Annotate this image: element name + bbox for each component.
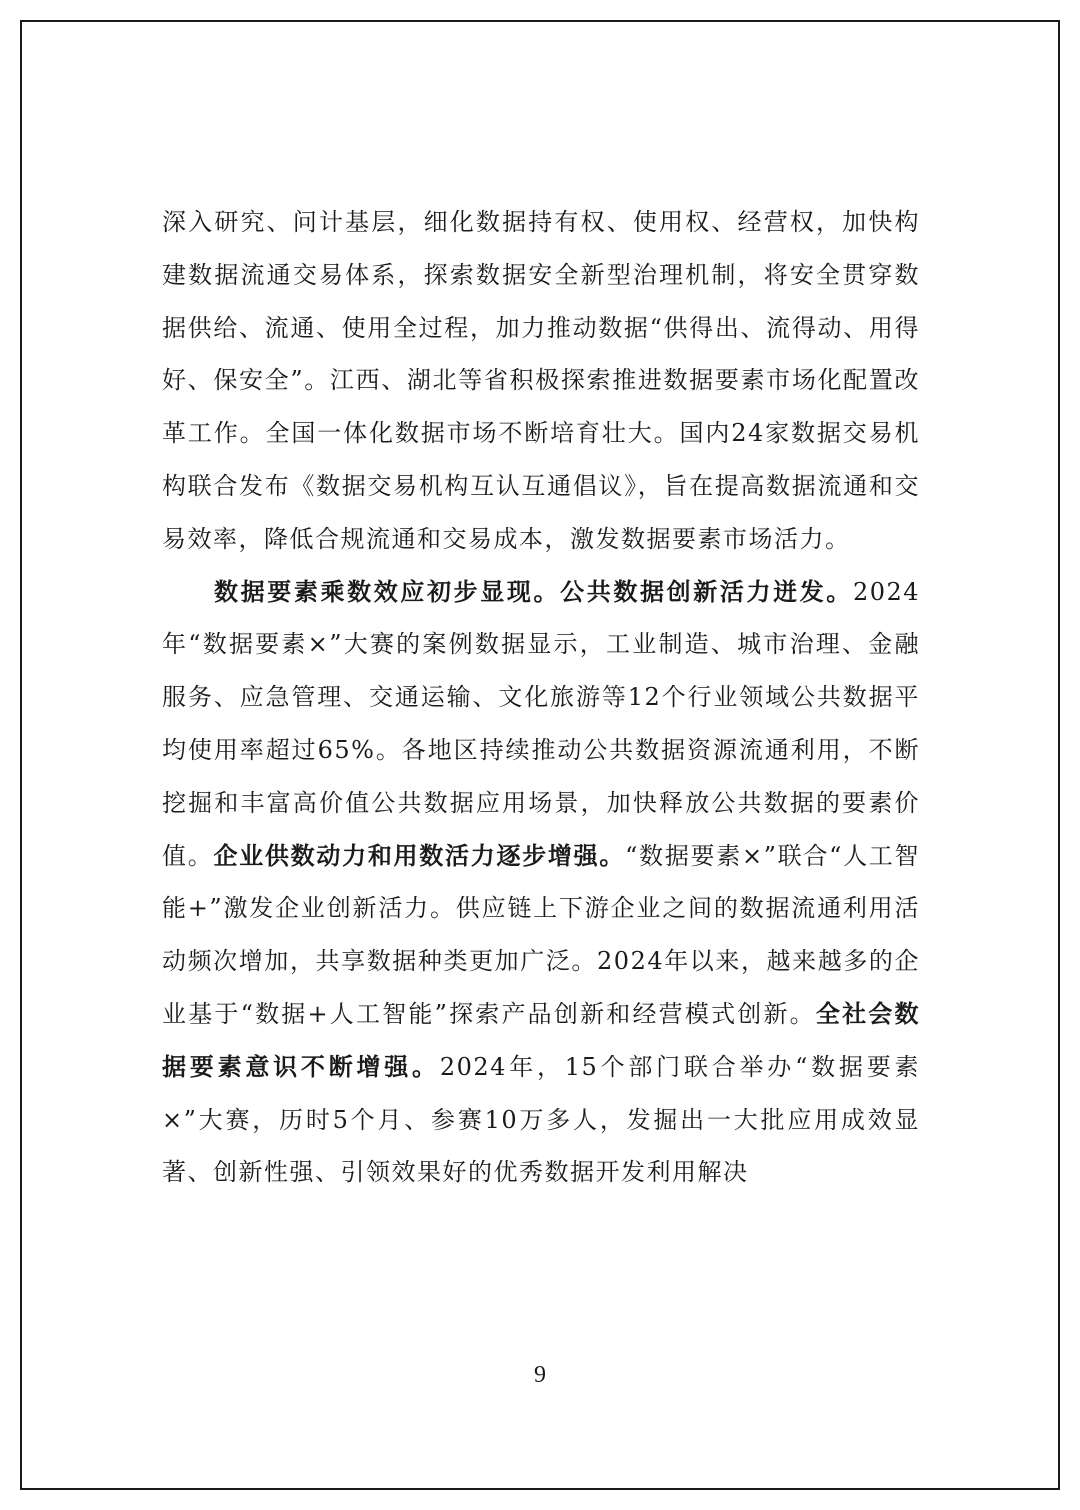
paragraph-2-text-2: “数据要素×”联合“人工智能+”激发企业创新活力。供应链上下游企业之间的数据流通利用活动频次增加，共享数据种类更加广泛。2024年以来，越来越多的企业基于“数据+人工智能”探索产品创新和经营模式创新。 <box>162 841 921 1028</box>
paragraph-continued <box>162 196 920 566</box>
heading-public-data: 公共数据创新活力迸发。 <box>560 576 853 606</box>
paragraph-2-text-1: 2024年“数据要素×”大赛的案例数据显示，工业制造、城市治理、金融服务、应急管理、交通运输、文化旅游等12个行业领域公共数据平均使用率超过65%。各地区持续推动公共数据资源流通利用，不断挖掘和丰富高价值公共数据应用场景，加快释放公共数据的要素价值。 <box>162 577 921 870</box>
heading-multiplier-effect: 数据要素乘数效应初步显现。 <box>214 576 561 606</box>
paragraph-1-text: 深入研究、问计基层，细化数据持有权、使用权、经营权，加快构建数据流通交易体系，探索数据安全新型治理机制，将安全贯穿数据供给、流通、使用全过程，加力推动数据“供得出、流得动、用得好、保安全”。江西、湖北等省积极探索推进数据要素市场化配置改革工作。全国一体化数据市场不断培育壮大。国内24家数据交易机构联合发布《数据交易机构互认互通倡议》，旨在提高数据流通和交易效率，降低合规流通和交易成本，激发数据要素市场活力。 <box>162 208 920 553</box>
heading-enterprise-data: 企业供数动力和用数活力逐步增强。 <box>213 840 626 870</box>
document-body <box>162 196 920 1199</box>
heading-social-awareness: 全社会数据要素意识不断增强。 <box>162 998 920 1081</box>
paragraph-data-elements <box>162 566 920 1200</box>
page-number: 9 <box>534 1362 546 1388</box>
paragraph-2-text-3: 2024年，15个部门联合举办“数据要素×”大赛，历时5个月、参赛10万多人，发掘出一大批应用成效显著、创新性强、引领效果好的优秀数据开发利用解决 <box>162 1052 920 1187</box>
